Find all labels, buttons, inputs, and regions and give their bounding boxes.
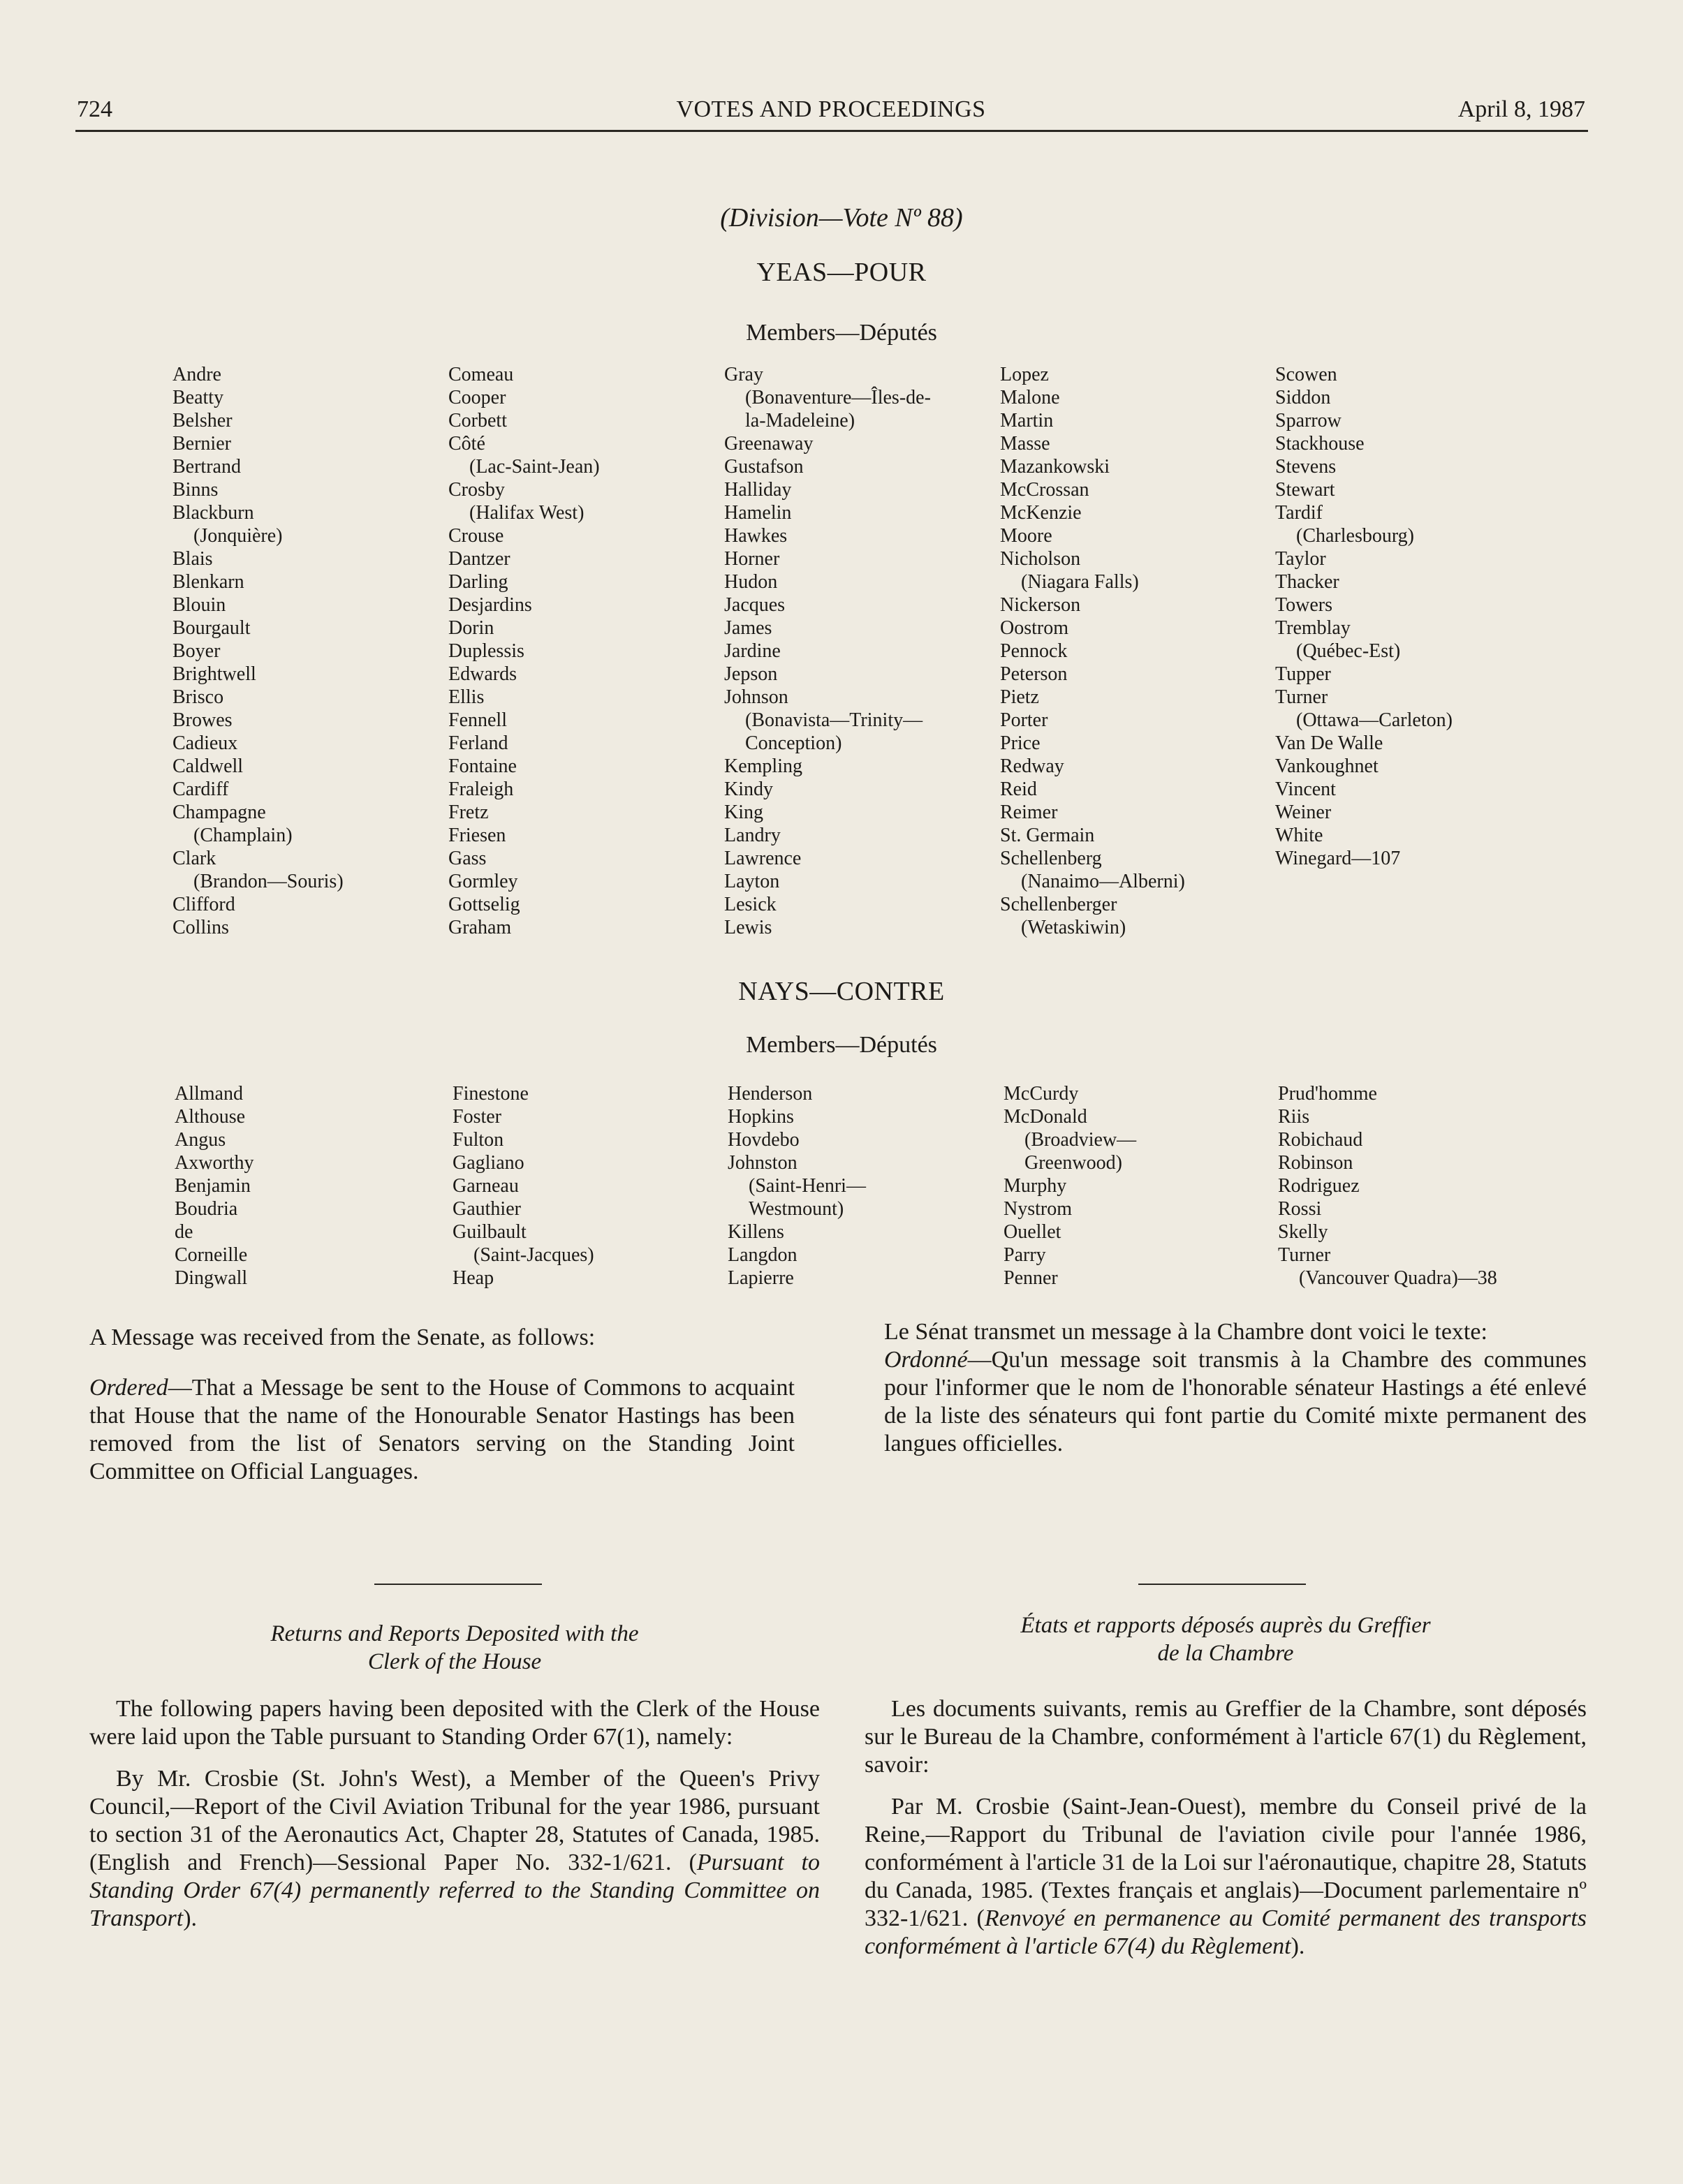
yeas-member-name: Boyer bbox=[172, 640, 221, 662]
nays-column bbox=[728, 1082, 866, 1290]
ordonne-text: —Qu'un message soit transmis à la Chambre des communes pour l'informer que le nom de l'honorable sénateur Hastings a été enlevé de la liste des sénateurs qui font partie du Comité mixte permanent des langues officielles. bbox=[884, 1347, 1587, 1456]
yeas-member-name: Collins bbox=[172, 917, 229, 938]
returns-item-en-text: By Mr. Crosbie (St. John's West), a Member of the Queen's Privy Council,—Report of the Civil Aviation Tribunal for the year 1986, pursuant to section 31 of the Aeronautics Act, Chapter 28, Statutes of Canada, 1985. (English and French)—Sessional Paper No. 332-1/621. ( bbox=[89, 1766, 820, 1875]
yeas-member-name: Taylor bbox=[1275, 548, 1326, 570]
returns-item-en bbox=[89, 1765, 820, 1933]
yeas-member-name: Graham bbox=[448, 917, 512, 938]
yeas-member-name: Blais bbox=[172, 548, 213, 570]
yeas-member-name: Crouse bbox=[448, 525, 504, 547]
returns-item-fr bbox=[865, 1793, 1587, 1961]
yeas-member-name: Belsher bbox=[172, 410, 233, 431]
yeas-member-name: Oostrom bbox=[1000, 617, 1068, 639]
yeas-member-name: Lawrence bbox=[724, 848, 802, 869]
nays-member-name: Rossi bbox=[1278, 1198, 1322, 1220]
yeas-member-name: Bourgault bbox=[172, 617, 251, 639]
yeas-member-name: Hamelin bbox=[724, 502, 792, 524]
yeas-member-name: Brightwell bbox=[172, 663, 256, 685]
returns-title-en-line2: Clerk of the House bbox=[367, 1649, 542, 1674]
yeas-member-name: Pennock bbox=[1000, 640, 1068, 662]
yeas-member-name: (Wetaskiwin) bbox=[1021, 917, 1126, 938]
yeas-member-name: Dorin bbox=[448, 617, 494, 639]
division-label: (Division—Vote Nº 88) bbox=[720, 203, 963, 233]
nays-member-name: de bbox=[175, 1221, 193, 1243]
nays-member-name: Robichaud bbox=[1278, 1129, 1363, 1151]
nays-member-name: Hopkins bbox=[728, 1106, 794, 1128]
nays-member-name: Greenwood) bbox=[1024, 1152, 1122, 1174]
yeas-member-name: King bbox=[724, 802, 763, 823]
yeas-member-name: (Halifax West) bbox=[469, 502, 585, 524]
senate-ordered-fr bbox=[884, 1346, 1587, 1458]
yeas-member-name: Browes bbox=[172, 709, 233, 731]
nays-member-name: (Saint-Henri— bbox=[749, 1175, 866, 1197]
nays-member-name: Turner bbox=[1278, 1244, 1331, 1266]
yeas-member-name: Blouin bbox=[172, 594, 226, 616]
yeas-member-name: (Brandon—Souris) bbox=[193, 871, 344, 892]
nays-member-name: Penner bbox=[1004, 1267, 1058, 1289]
nays-member-name: Westmount) bbox=[749, 1198, 844, 1220]
yeas-member-name: Thacker bbox=[1275, 571, 1339, 593]
yeas-member-name: Comeau bbox=[448, 364, 514, 385]
returns-title-en bbox=[89, 1620, 820, 1676]
yeas-member-name: Schellenberger bbox=[1000, 894, 1117, 915]
nays-member-name: (Vancouver Quadra)—38 bbox=[1299, 1267, 1497, 1289]
nays-member-name: Foster bbox=[453, 1106, 501, 1128]
nays-column bbox=[453, 1082, 594, 1290]
yeas-member-name: Moore bbox=[1000, 525, 1052, 547]
yeas-member-name: Fennell bbox=[448, 709, 507, 731]
yeas-member-name: Champagne bbox=[172, 802, 266, 823]
header-rule bbox=[75, 130, 1588, 132]
yeas-member-name: Cadieux bbox=[172, 732, 238, 754]
yeas-column bbox=[724, 363, 931, 939]
yeas-member-name: (Bonaventure—Îles-de- bbox=[745, 387, 931, 408]
yeas-member-name: Reimer bbox=[1000, 802, 1058, 823]
yeas-member-name: James bbox=[724, 617, 772, 639]
yeas-member-name: Brisco bbox=[172, 686, 224, 708]
nays-member-name: Skelly bbox=[1278, 1221, 1328, 1243]
nays-member-name: Angus bbox=[175, 1129, 226, 1151]
yeas-member-name: Tupper bbox=[1275, 663, 1331, 685]
yeas-member-name: White bbox=[1275, 825, 1323, 846]
yeas-member-name: Winegard—107 bbox=[1275, 848, 1401, 869]
nays-member-name: Nystrom bbox=[1004, 1198, 1072, 1220]
nays-member-name: Ouellet bbox=[1004, 1221, 1061, 1243]
yeas-member-name: Dantzer bbox=[448, 548, 510, 570]
yeas-member-name: Gray bbox=[724, 364, 763, 385]
yeas-member-name: Desjardins bbox=[448, 594, 532, 616]
yeas-member-name: Tremblay bbox=[1275, 617, 1351, 639]
yeas-member-name: Price bbox=[1000, 732, 1041, 754]
yeas-member-name: Siddon bbox=[1275, 387, 1331, 408]
nays-member-name: Corneille bbox=[175, 1244, 248, 1266]
yeas-member-name: Blackburn bbox=[172, 502, 254, 524]
nays-members-heading: Members—Députés bbox=[746, 1032, 937, 1058]
yeas-member-name: Clark bbox=[172, 848, 216, 869]
returns-item-fr-referral: Renvoyé en permanence au Comité permanent des transports conformément à l'article 67(4) du Règlement bbox=[865, 1905, 1587, 1959]
yeas-member-name: Jardine bbox=[724, 640, 781, 662]
yeas-member-name: Bertrand bbox=[172, 456, 241, 478]
nays-column bbox=[175, 1082, 254, 1290]
yeas-column bbox=[1275, 363, 1453, 870]
senate-message-intro-fr: Le Sénat transmet un message à la Chambre dont voici le texte: bbox=[884, 1319, 1487, 1345]
yeas-member-name: Johnson bbox=[724, 686, 788, 708]
yeas-member-name: Gustafson bbox=[724, 456, 804, 478]
yeas-member-name: Friesen bbox=[448, 825, 506, 846]
returns-intro-en: The following papers having been deposited with the Clerk of the House were laid upon the Table pursuant to Standing Order 67(1), namely: bbox=[89, 1696, 820, 1750]
returns-body-fr bbox=[865, 1695, 1587, 1961]
yeas-member-name: Hawkes bbox=[724, 525, 788, 547]
nays-member-name: Murphy bbox=[1004, 1175, 1067, 1197]
ordered-label: Ordered bbox=[89, 1375, 168, 1401]
nays-member-name: Allmand bbox=[175, 1083, 243, 1105]
yeas-member-name: Vincent bbox=[1275, 779, 1336, 800]
yeas-member-name: Landry bbox=[724, 825, 781, 846]
section-divider-en bbox=[374, 1584, 542, 1585]
yeas-member-name: Darling bbox=[448, 571, 508, 593]
yeas-member-name: Duplessis bbox=[448, 640, 524, 662]
nays-member-name: Garneau bbox=[453, 1175, 519, 1197]
nays-heading: NAYS—CONTRE bbox=[738, 977, 945, 1006]
yeas-member-name: (Niagara Falls) bbox=[1021, 571, 1139, 593]
returns-title-fr bbox=[865, 1611, 1587, 1667]
running-header bbox=[77, 96, 1585, 131]
yeas-column bbox=[172, 363, 344, 939]
yeas-member-name: (Ottawa—Carleton) bbox=[1296, 709, 1453, 731]
nays-member-name: (Saint-Jacques) bbox=[473, 1244, 594, 1266]
senate-message-fr bbox=[884, 1318, 1587, 1458]
nays-member-name: Parry bbox=[1004, 1244, 1046, 1266]
yeas-member-name: Schellenberg bbox=[1000, 848, 1102, 869]
yeas-member-name: Gass bbox=[448, 848, 487, 869]
yeas-member-name: Fontaine bbox=[448, 755, 517, 777]
yeas-member-name: Conception) bbox=[745, 732, 842, 754]
yeas-member-name: Halliday bbox=[724, 479, 792, 501]
yeas-member-name: Andre bbox=[172, 364, 221, 385]
nays-member-name: McCurdy bbox=[1004, 1083, 1079, 1105]
nays-member-name: Guilbault bbox=[453, 1221, 527, 1243]
yeas-member-name: Binns bbox=[172, 479, 219, 501]
yeas-member-name: Cooper bbox=[448, 387, 506, 408]
yeas-member-name: la-Madeleine) bbox=[745, 410, 855, 431]
yeas-member-name: Lopez bbox=[1000, 364, 1049, 385]
returns-body-en bbox=[89, 1695, 820, 1933]
yeas-member-name: Fraleigh bbox=[448, 779, 514, 800]
returns-intro-fr: Les documents suivants, remis au Greffier de la Chambre, sont déposés sur le Bureau de la Chambre, conformément à l'article 67(1) du Règlement, savoir: bbox=[865, 1696, 1587, 1778]
yeas-member-name: Gottselig bbox=[448, 894, 520, 915]
yeas-member-name: Masse bbox=[1000, 433, 1050, 455]
senate-ordered-en bbox=[89, 1374, 795, 1486]
yeas-member-name: Beatty bbox=[172, 387, 224, 408]
yeas-member-name: McKenzie bbox=[1000, 502, 1082, 524]
yeas-member-name: Fretz bbox=[448, 802, 489, 823]
senate-message-intro-en: A Message was received from the Senate, as follows: bbox=[89, 1325, 596, 1350]
yeas-member-name: Van De Walle bbox=[1275, 732, 1383, 754]
yeas-member-name: Jacques bbox=[724, 594, 786, 616]
yeas-member-name: Porter bbox=[1000, 709, 1048, 731]
nays-member-name: Althouse bbox=[175, 1106, 246, 1128]
yeas-member-name: Côté bbox=[448, 433, 485, 455]
yeas-member-name: Ferland bbox=[448, 732, 508, 754]
senate-message-en bbox=[89, 1324, 795, 1486]
yeas-member-name: Bernier bbox=[172, 433, 231, 455]
yeas-member-name: Towers bbox=[1275, 594, 1333, 616]
yeas-heading: YEAS—POUR bbox=[756, 258, 927, 287]
yeas-member-name: Sparrow bbox=[1275, 410, 1342, 431]
yeas-member-name: Kempling bbox=[724, 755, 802, 777]
yeas-member-name: Pietz bbox=[1000, 686, 1039, 708]
yeas-member-name: Jepson bbox=[724, 663, 778, 685]
yeas-member-name: Lesick bbox=[724, 894, 777, 915]
yeas-member-name: Clifford bbox=[172, 894, 235, 915]
yeas-member-name: McCrossan bbox=[1000, 479, 1089, 501]
nays-member-name: Boudria bbox=[175, 1198, 238, 1220]
nays-member-name: Fulton bbox=[453, 1129, 504, 1151]
yeas-member-name: Peterson bbox=[1000, 663, 1068, 685]
yeas-column bbox=[448, 363, 600, 939]
nays-member-name: Axworthy bbox=[175, 1152, 254, 1174]
yeas-member-name: Blenkarn bbox=[172, 571, 244, 593]
returns-item-fr-text: Par M. Crosbie (Saint-Jean-Ouest), membre du Conseil privé de la Reine,—Rapport du Tribunal de l'aviation civile pour l'année 1986, conformément à l'article 31 de la Loi sur l'aéronautique, chapitre 28, Statuts du Canada, 1985. (Textes français et anglais)—Document parlementaire nº 332-1/621. ( bbox=[865, 1794, 1587, 1931]
nays-member-name: Henderson bbox=[728, 1083, 813, 1105]
header-date: April 8, 1987 bbox=[1457, 96, 1585, 122]
nays-member-name: Hovdebo bbox=[728, 1129, 800, 1151]
yeas-column bbox=[1000, 363, 1185, 939]
nays-column bbox=[1004, 1082, 1136, 1290]
yeas-member-name: Nickerson bbox=[1000, 594, 1081, 616]
returns-title-fr-line2: de la Chambre bbox=[1157, 1641, 1294, 1666]
nays-member-name: (Broadview— bbox=[1024, 1129, 1137, 1151]
page-number: 724 bbox=[77, 96, 112, 122]
yeas-member-name: Kindy bbox=[724, 779, 773, 800]
yeas-member-name: Malone bbox=[1000, 387, 1060, 408]
returns-title-fr-line1: États et rapports déposés auprès du Greffier bbox=[1020, 1613, 1431, 1638]
nays-member-name: Benjamin bbox=[175, 1175, 251, 1197]
nays-column bbox=[1278, 1082, 1497, 1290]
nays-member-name: Prud'homme bbox=[1278, 1083, 1377, 1105]
yeas-member-name: Redway bbox=[1000, 755, 1064, 777]
section-divider-fr bbox=[1138, 1584, 1306, 1585]
returns-item-en-referral: Pursuant to Standing Order 67(4) permanently referred to the Standing Committee on Transport bbox=[89, 1850, 820, 1931]
yeas-member-name: (Champlain) bbox=[193, 825, 293, 846]
yeas-member-name: (Jonquière) bbox=[193, 525, 283, 547]
yeas-member-name: Crosby bbox=[448, 479, 505, 501]
yeas-member-name: Reid bbox=[1000, 779, 1037, 800]
nays-member-name: Finestone bbox=[453, 1083, 529, 1105]
nays-member-name: Johnston bbox=[728, 1152, 798, 1174]
yeas-member-name: Cardiff bbox=[172, 779, 229, 800]
yeas-member-name: Lewis bbox=[724, 917, 772, 938]
returns-title-en-line1: Returns and Reports Deposited with the bbox=[270, 1621, 639, 1646]
nays-member-name: Riis bbox=[1278, 1106, 1310, 1128]
yeas-member-name: Mazankowski bbox=[1000, 456, 1110, 478]
nays-member-name: Gauthier bbox=[453, 1198, 521, 1220]
yeas-member-name: Gormley bbox=[448, 871, 518, 892]
nays-member-name: McDonald bbox=[1004, 1106, 1087, 1128]
ordered-text: —That a Message be sent to the House of Commons to acquaint that House that the name of the Honourable Senator Hastings has been removed from the list of Senators serving on the Standing Joint Committee on Official Languages. bbox=[89, 1375, 795, 1484]
yeas-member-name: (Lac-Saint-Jean) bbox=[469, 456, 600, 478]
yeas-member-name: Stevens bbox=[1275, 456, 1337, 478]
nays-member-name: Langdon bbox=[728, 1244, 798, 1266]
returns-item-fr-end: ). bbox=[1291, 1933, 1305, 1959]
nays-member-name: Robinson bbox=[1278, 1152, 1353, 1174]
yeas-members-heading: Members—Députés bbox=[746, 320, 937, 346]
yeas-member-name: Weiner bbox=[1275, 802, 1332, 823]
yeas-member-name: Martin bbox=[1000, 410, 1054, 431]
yeas-member-name: Turner bbox=[1275, 686, 1328, 708]
yeas-member-name: Horner bbox=[724, 548, 780, 570]
nays-member-name: Lapierre bbox=[728, 1267, 794, 1289]
yeas-member-name: Vankoughnet bbox=[1275, 755, 1379, 777]
ordonne-label: Ordonné bbox=[884, 1347, 968, 1373]
yeas-member-name: Layton bbox=[724, 871, 780, 892]
yeas-member-name: (Charlesbourg) bbox=[1296, 525, 1414, 547]
yeas-member-name: Ellis bbox=[448, 686, 485, 708]
nays-member-name: Gagliano bbox=[453, 1152, 524, 1174]
nays-member-name: Killens bbox=[728, 1221, 784, 1243]
nays-member-name: Heap bbox=[453, 1267, 494, 1289]
yeas-member-name: Stewart bbox=[1275, 479, 1335, 501]
returns-item-en-end: ). bbox=[183, 1905, 198, 1931]
yeas-member-name: Hudon bbox=[724, 571, 778, 593]
yeas-member-name: Caldwell bbox=[172, 755, 244, 777]
yeas-member-name: St. Germain bbox=[1000, 825, 1095, 846]
nays-member-name: Dingwall bbox=[175, 1267, 248, 1289]
yeas-member-name: Edwards bbox=[448, 663, 517, 685]
yeas-member-name: (Nanaimo—Alberni) bbox=[1021, 871, 1185, 892]
yeas-member-name: (Bonavista—Trinity— bbox=[745, 709, 923, 731]
yeas-member-name: Greenaway bbox=[724, 433, 814, 455]
journal-title: VOTES AND PROCEEDINGS bbox=[676, 96, 986, 122]
yeas-member-name: Scowen bbox=[1275, 364, 1337, 385]
yeas-member-name: Stackhouse bbox=[1275, 433, 1365, 455]
yeas-member-name: Nicholson bbox=[1000, 548, 1081, 570]
yeas-member-name: Corbett bbox=[448, 410, 507, 431]
yeas-member-name: (Québec-Est) bbox=[1296, 640, 1401, 662]
nays-member-name: Rodriguez bbox=[1278, 1175, 1360, 1197]
yeas-member-name: Tardif bbox=[1275, 502, 1323, 524]
